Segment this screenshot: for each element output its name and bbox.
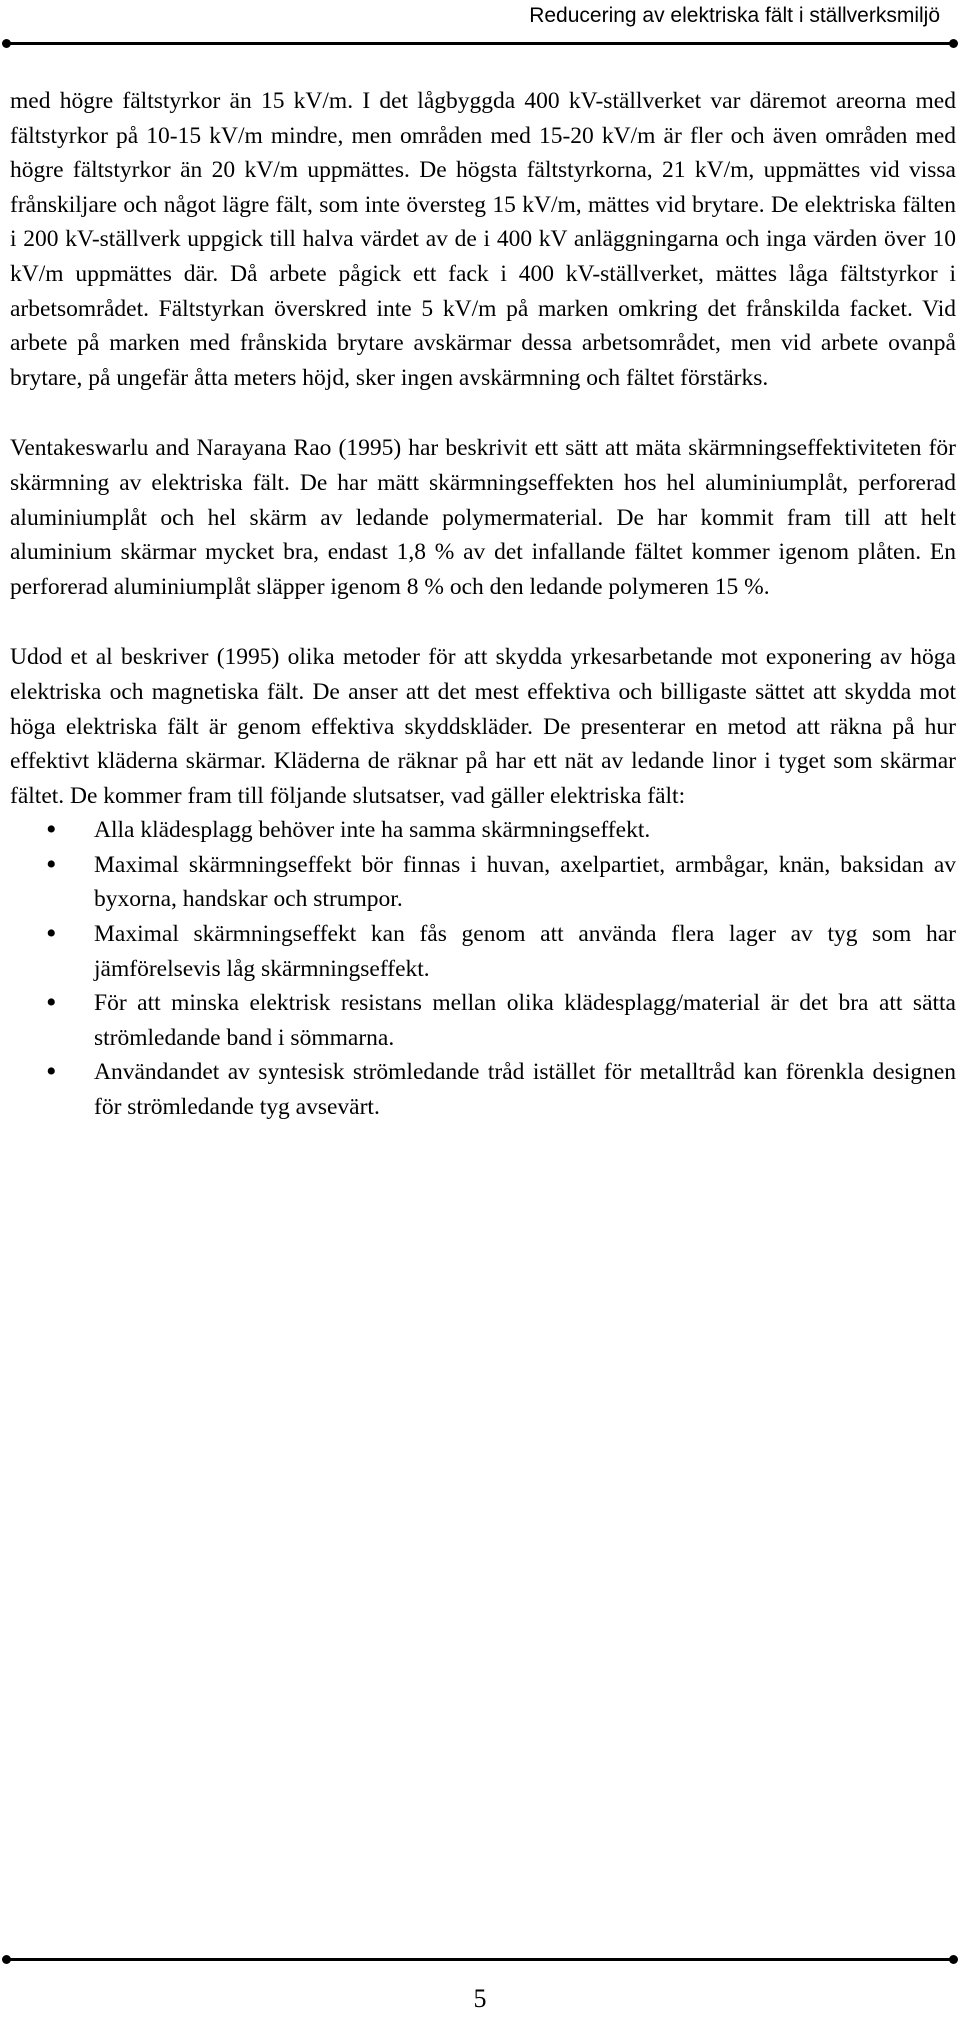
list-item: • Maximal skärmningseffekt kan fås genom att använda flera lager av tyg som har jämförelsevis låg skärmningseffekt.	[10, 917, 956, 986]
list-item: • Maximal skärmningseffekt bör finnas i huvan, axelpartiet, armbågar, knän, baksidan av byxorna, handskar och strumpor.	[10, 848, 956, 917]
running-header-title: Reducering av elektriska fält i ställverksmiljö	[529, 4, 940, 27]
body-paragraph: Udod et al beskriver (1995) olika metoder för att skydda yrkesarbetande mot exponering av höga elektriska och magnetiska fält. De anser att det mest effektiva och billigaste sättet att skydda mot höga elektriska fält är genom effektiva skyddskläder. De presenterar en metod att räkna på hur effektivt kläderna skärmar. Kläderna de räknar på har ett nät av ledande linor i tyget som skärmar fältet. De kommer fram till följande slutsatser, vad gäller elektriska fält:	[10, 644, 956, 809]
footer-rule	[8, 1958, 952, 1961]
page-body	[10, 84, 956, 1125]
conclusion-list	[10, 813, 956, 1124]
list-item: • Alla klädesplagg behöver inte ha samma skärmningseffekt.	[10, 813, 956, 848]
page-number: 5	[473, 1984, 487, 2013]
body-paragraph: Ventakeswarlu and Narayana Rao (1995) har beskrivit ett sätt att mäta skärmningseffektiviteten för skärmning av elektriska fält. De har mätt skärmningseffekten hos hel aluminiumplåt, perforerad aluminiumplåt och hel skärm av ledande polymermaterial. De har kommit fram till att helt aluminium skärmar mycket bra, endast 1,8 % av det infallande fältet kommer igenom plåten. En perforerad aluminiumplåt släpper igenom 8 % och den ledande polymeren 15 %.	[10, 435, 956, 600]
header-rule	[8, 42, 952, 45]
list-item: • Användandet av syntesisk strömledande tråd istället för metalltråd kan förenkla designen för strömledande tyg avsevärt.	[10, 1055, 956, 1124]
list-item: • För att minska elektrisk resistans mellan olika klädesplagg/material är det bra att sätta strömledande band i sömmarna.	[10, 986, 956, 1055]
body-paragraph: med högre fältstyrkor än 15 kV/m. I det lågbyggda 400 kV-ställverket var däremot areorna med fältstyrkor på 10-15 kV/m mindre, men områden med 15-20 kV/m är fler och även områden med högre fältstyrkor än 20 kV/m uppmättes. De högsta fältstyrkorna, 21 kV/m, uppmättes vid vissa frånskiljare och något lägre fält, som inte översteg 15 kV/m, mättes vid brytare. De elektriska fälten i 200 kV-ställverk uppgick till halva värdet av de i 400 kV anläggningarna och inga värden över 10 kV/m uppmättes där. Då arbete pågick ett fack i 400 kV-ställverket, mättes låga fältstyrkor i arbetsområdet. Fältstyrkan överskred inte 5 kV/m på marken omkring det frånskilda facket. Vid arbete på marken med frånskida brytare avskärmar dessa arbetsområdet, men vid arbete ovanpå brytare, på ungefär åtta meters höjd, sker ingen avskärmning och fältet förstärks.	[10, 88, 956, 391]
